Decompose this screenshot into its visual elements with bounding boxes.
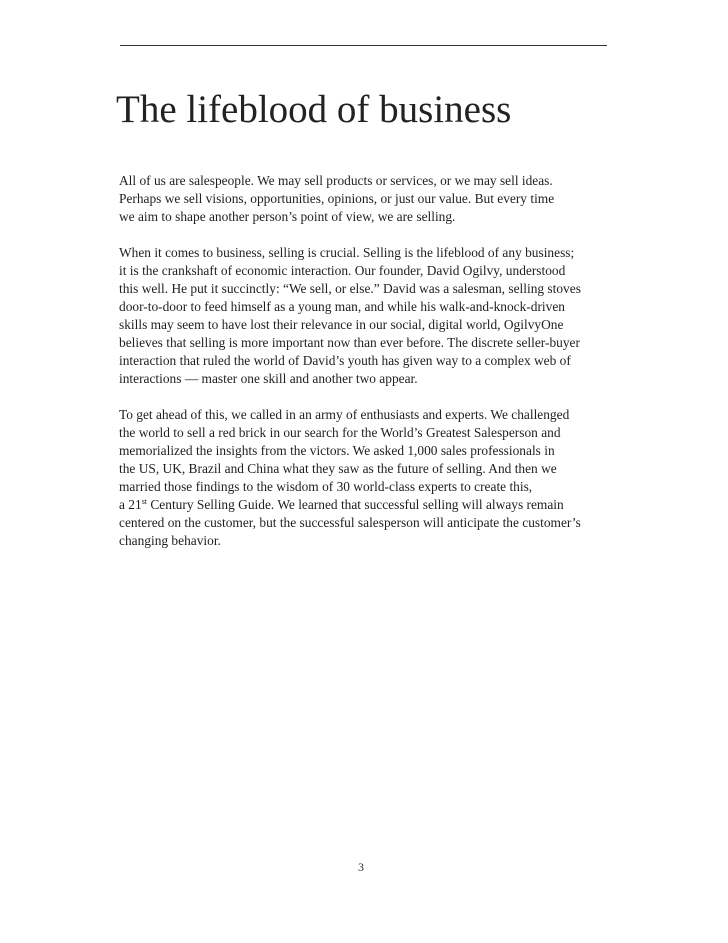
text-fragment: a 21: [119, 497, 142, 512]
ordinal-superscript: st: [141, 497, 148, 506]
paragraph-3: [119, 406, 614, 550]
text-line: believes that selling is more important now than ever before. The discrete seller-buyer: [119, 335, 580, 350]
text-line: this well. He put it succinctly: “We sell, or else.” David was a salesman, selling stoves: [119, 281, 581, 296]
page-number: 3: [358, 860, 364, 874]
text-line: we aim to shape another person’s point of view, we are selling.: [119, 209, 456, 224]
text-line: All of us are salespeople. We may sell products or services, or we may sell ideas.: [119, 173, 553, 188]
text-line: centered on the customer, but the successful salesperson will anticipate the customer’s: [119, 515, 581, 530]
paragraph-2: [119, 244, 614, 388]
text-fragment: Century Selling Guide. We learned that successful selling will always remain: [147, 497, 564, 512]
top-horizontal-rule: [120, 45, 607, 46]
text-line: the world to sell a red brick in our search for the World’s Greatest Salesperson and: [119, 425, 561, 440]
text-line: married those findings to the wisdom of 30 world-class experts to create this,: [119, 479, 533, 494]
paragraph-1: [119, 172, 614, 226]
text-line: interaction that ruled the world of David’s youth has given way to a complex web of: [119, 353, 571, 368]
text-line: door-to-door to feed himself as a young man, and while his walk-and-knock-driven: [119, 299, 565, 314]
text-line: it is the crankshaft of economic interaction. Our founder, David Ogilvy, understood: [119, 263, 566, 278]
body-text: [119, 172, 614, 568]
text-line: the US, UK, Brazil and China what they saw as the future of selling. And then we: [119, 461, 557, 476]
text-line: skills may seem to have lost their relevance in our social, digital world, OgilvyOne: [119, 317, 564, 332]
text-line: changing behavior.: [119, 533, 221, 548]
text-line: interactions — master one skill and another two appear.: [119, 371, 418, 386]
text-line: Perhaps we sell visions, opportunities, opinions, or just our value. But every time: [119, 191, 555, 206]
text-line: When it comes to business, selling is crucial. Selling is the lifeblood of any business;: [119, 245, 575, 260]
text-line: To get ahead of this, we called in an army of enthusiasts and experts. We challenged: [119, 407, 570, 422]
page-title: The lifeblood of business: [116, 88, 512, 131]
text-line-with-superscript: [119, 496, 614, 514]
text-line: memorialized the insights from the victors. We asked 1,000 sales professionals in: [119, 443, 555, 458]
